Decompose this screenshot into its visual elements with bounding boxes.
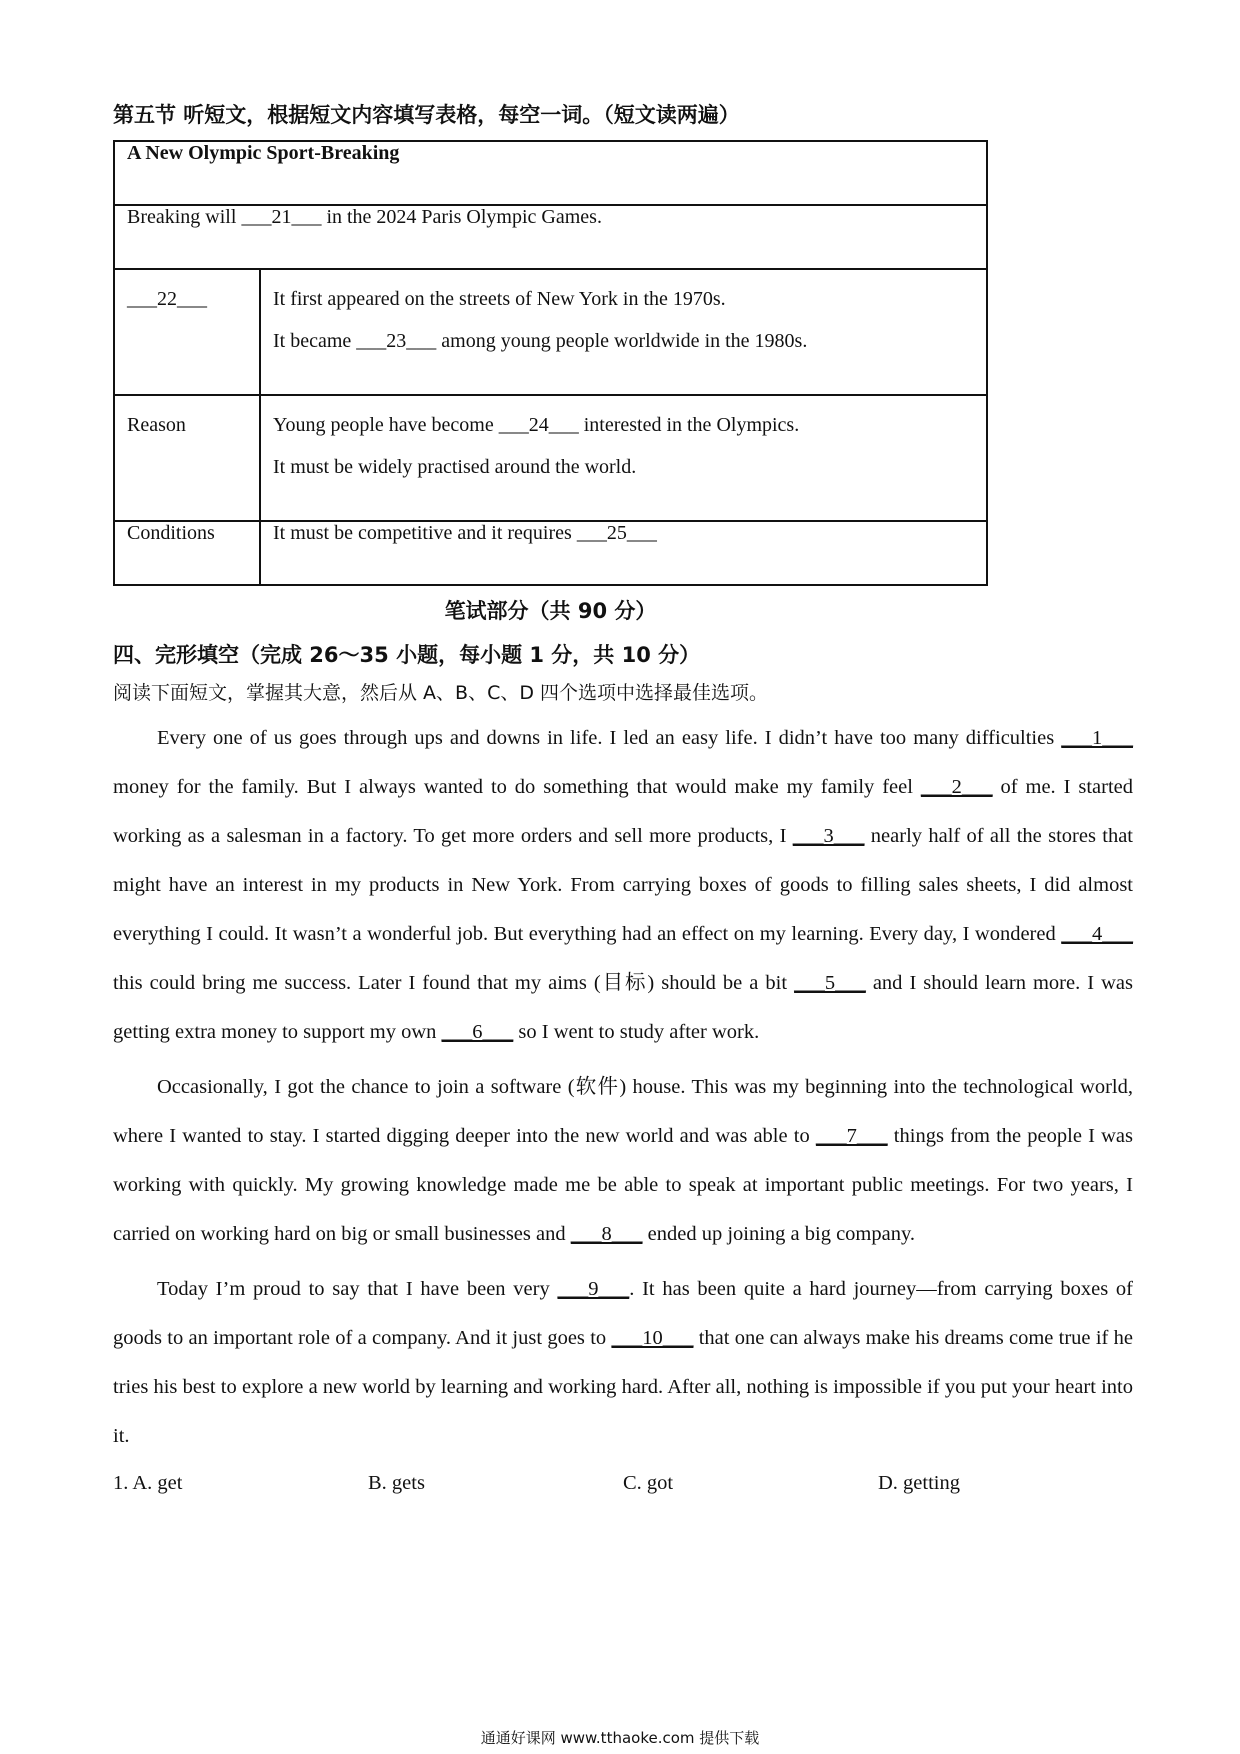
passage-text: things from the people I was working with quickly. My growing knowledge made me be able to speak at important public meetings. For two years, I carried on working hard on big or small businesses and bbox=[113, 1125, 1133, 1245]
passage-text: . It has been quite a hard journey—from carrying boxes of goods to an important role of a company. And it just goes to bbox=[113, 1278, 1134, 1349]
table-row bbox=[114, 395, 987, 521]
blank-23[interactable]: ___23___ bbox=[356, 330, 437, 352]
table-row bbox=[114, 205, 987, 269]
passage-text: nearly half of all the stores that might have an interest in my products in New York. From carrying boxes of goods to filling sales sheets, I did almost everything I could. It wasn’t a wonderful job. But everything had an effect on my learning. Every day, I wondered bbox=[113, 825, 1133, 945]
blank-25[interactable]: ___25___ bbox=[576, 522, 657, 544]
cell-text: It became bbox=[273, 330, 357, 352]
blank-1[interactable]: ___1___ bbox=[1061, 727, 1133, 749]
page-footer: 通通好课网 www.tthaoke.com 提供下载 bbox=[480, 1729, 760, 1747]
row-label-reason: Reason bbox=[114, 395, 260, 521]
passage-text: Today I’m proud to say that I have been very bbox=[157, 1278, 558, 1300]
cell-line bbox=[273, 319, 974, 368]
question-1-options bbox=[113, 1463, 1133, 1503]
passage-text: ended up joining a big company. bbox=[642, 1223, 916, 1245]
passage-text: money for the family. But I always wanted to do something that would make my family feel bbox=[113, 776, 921, 798]
cell-text: Young people have become bbox=[273, 414, 499, 436]
option-a[interactable]: 1. A. get bbox=[113, 1472, 183, 1494]
passage-text: this could bring me success. Later I found that my aims (目标) should be a bit bbox=[113, 972, 795, 994]
blank-8[interactable]: ___8___ bbox=[570, 1223, 643, 1245]
table-title: A New Olympic Sport-Breaking bbox=[114, 141, 987, 205]
passage-text: and I should learn more. I was getting extra money to support my own bbox=[113, 972, 1133, 1043]
table-row bbox=[114, 141, 987, 205]
passage-text: that one can always make his dreams come true if he tries his best to explore a new world by learning and working hard. After all, nothing is impossible if you put your heart into it. bbox=[113, 1327, 1133, 1447]
cell-text: among young people worldwide in the 1980s. bbox=[436, 330, 808, 352]
blank-22[interactable]: ___22___ bbox=[114, 269, 260, 395]
passage-text: of me. I started working as a salesman in a factory. To get more orders and sell more products, I bbox=[113, 776, 1133, 847]
passage-text: so I went to study after work. bbox=[513, 1021, 760, 1043]
blank-4[interactable]: ___4___ bbox=[1061, 923, 1133, 945]
passage-text: Occasionally, I got the chance to join a software (软件) house. This was my beginning into the technological world, where I wanted to stay. I started digging deeper into the new world and was able to bbox=[113, 1076, 1133, 1147]
blank-10[interactable]: ___10___ bbox=[611, 1327, 694, 1349]
blank-5[interactable]: ___5___ bbox=[794, 972, 866, 994]
passage-paragraph-2 bbox=[113, 1063, 1133, 1259]
exam-page bbox=[113, 100, 1133, 1503]
passage-paragraph-1 bbox=[113, 714, 1133, 1057]
table-row bbox=[114, 269, 987, 395]
section4-title: 四、完形填空（完成 26～35 小题，每小题 1 分，共 10 分） bbox=[113, 643, 701, 667]
table-cell bbox=[260, 395, 987, 521]
cell-text: It must be competitive and it requires bbox=[273, 522, 577, 544]
table-row bbox=[114, 521, 987, 585]
cell-text: in the 2024 Paris Olympic Games. bbox=[321, 206, 602, 228]
passage-text: Every one of us goes through ups and downs in life. I led an easy life. I didn’t have too many difficulties bbox=[157, 727, 1062, 749]
option-b[interactable]: B. gets bbox=[368, 1472, 425, 1494]
table-cell bbox=[260, 521, 987, 585]
cell-line: It must be widely practised around the world. bbox=[273, 456, 637, 478]
blank-2[interactable]: ___2___ bbox=[920, 776, 993, 798]
cell-line bbox=[273, 396, 974, 445]
cell-text: interested in the Olympics. bbox=[578, 414, 800, 436]
blank-3[interactable]: ___3___ bbox=[792, 825, 865, 847]
option-d[interactable]: D. getting bbox=[878, 1472, 960, 1494]
blank-9[interactable]: ___9___ bbox=[557, 1278, 630, 1300]
blank-7[interactable]: ___7___ bbox=[815, 1125, 888, 1147]
cell-text: Breaking will bbox=[127, 206, 242, 228]
table-cell bbox=[260, 269, 987, 395]
blank-24[interactable]: ___24___ bbox=[498, 414, 579, 436]
table-cell bbox=[114, 205, 987, 269]
cell-line: It first appeared on the streets of New York in the 1970s. bbox=[273, 288, 726, 310]
passage-paragraph-3 bbox=[113, 1265, 1133, 1461]
row-label-conditions: Conditions bbox=[114, 521, 260, 585]
section5-title: 第五节 听短文，根据短文内容填写表格，每空一词。（短文读两遍） bbox=[113, 103, 740, 127]
written-part-title: 笔试部分（共 90 分） bbox=[444, 599, 657, 623]
section4-instruction: 阅读下面短文，掌握其大意，然后从 A、B、C、D 四个选项中选择最佳选项。 bbox=[113, 682, 769, 704]
option-c[interactable]: C. got bbox=[623, 1472, 674, 1494]
blank-6[interactable]: ___6___ bbox=[441, 1021, 514, 1043]
listening-table bbox=[113, 140, 988, 586]
blank-21[interactable]: ___21___ bbox=[241, 206, 322, 228]
